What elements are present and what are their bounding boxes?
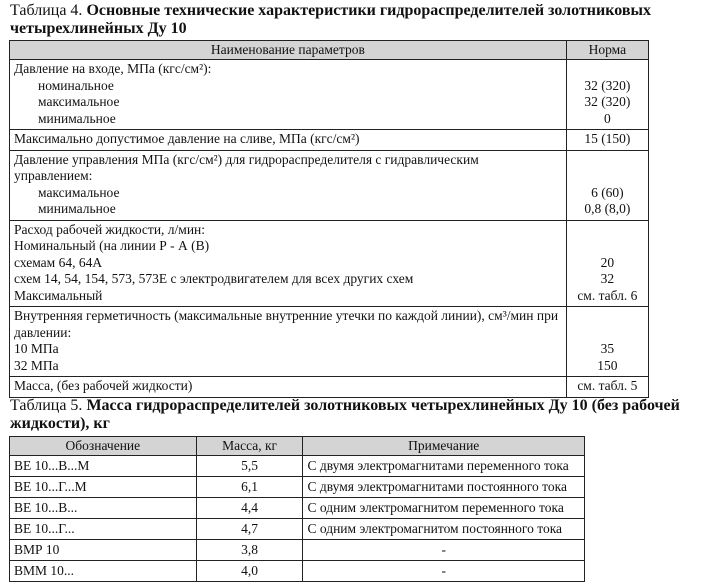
mass-cell: 3,8: [196, 540, 303, 561]
note-cell: С двумя электромагнитами переменного тока: [303, 456, 585, 477]
parameter-cell: [10, 377, 567, 398]
table-row: [10, 498, 585, 519]
norm-cell: [566, 130, 648, 151]
header-parameter-name: Наименование параметров: [10, 41, 567, 60]
norm-cell: [566, 307, 648, 377]
parameter-cell: [10, 307, 567, 377]
parameter-line: Масса, (без рабочей жидкости): [14, 378, 193, 393]
norm-value: см. табл. 5: [577, 378, 638, 393]
table-row: [10, 150, 649, 220]
norm-value: см. табл. 6: [577, 287, 638, 303]
designation-cell: ВЕ 10...Г...М: [10, 477, 197, 498]
table-header-row: [10, 41, 649, 60]
parameter-line: 32 МПа: [14, 357, 59, 373]
parameter-line: 10 МПа: [14, 341, 59, 356]
mass-cell: 4,7: [196, 519, 303, 540]
norm-cell: [566, 150, 648, 220]
table-row: [10, 477, 585, 498]
table5-caption-title: Масса гидрораспределителей золотниковых четырехлинейных Ду 10 (без рабочей жидкости), кг: [10, 397, 680, 432]
designation-cell: ВЕ 10...Г...: [10, 519, 197, 540]
parameter-line: минимальное: [38, 201, 116, 216]
parameter-line: Давление на входе, МПа (кгс/см²):: [14, 61, 212, 76]
parameter-line: минимальное: [38, 110, 116, 126]
norm-value: 20: [600, 254, 615, 270]
mass-table: [9, 436, 585, 582]
parameter-line: Внутренняя герметичность (максимальные внутренние утечки по каждой линии), см³/мин при: [14, 308, 559, 323]
header-note: Примечание: [303, 437, 585, 456]
norm-value: 150: [597, 357, 618, 373]
table-row: [10, 561, 585, 582]
norm-cell: [566, 220, 648, 307]
note-cell: С двумя электромагнитами постоянного тока: [303, 477, 585, 498]
parameter-line: Давление управления МПа (кгс/см²) для гидрораспределителя с гидравлическим: [14, 151, 479, 167]
norm-value: 32 (320): [584, 94, 631, 109]
note-cell: -: [303, 561, 585, 582]
table4-caption-number: Таблица 4.: [10, 2, 83, 19]
header-norm: Норма: [566, 41, 648, 60]
norm-value: 15 (150): [584, 131, 631, 146]
designation-cell: ВММ 10...: [10, 561, 197, 582]
header-designation: Обозначение: [10, 437, 197, 456]
parameter-line: схем 14, 54, 154, 573, 573Е с электродвигателем для всех других схем: [14, 271, 414, 286]
table-row: [10, 220, 649, 307]
table-row: [10, 377, 649, 398]
parameter-line: управлением:: [14, 168, 93, 183]
designation-cell: ВЕ 10...В...М: [10, 456, 197, 477]
parameter-line: Максимально допустимое давление на сливе, МПа (кгс/см²): [14, 131, 360, 146]
designation-cell: ВЕ 10...В...: [10, 498, 197, 519]
header-mass: Масса, кг: [196, 437, 303, 456]
table-row: [10, 307, 649, 377]
norm-value: 0: [604, 110, 611, 126]
parameter-line: максимальное: [38, 184, 120, 200]
table5-caption: [10, 397, 710, 433]
parameter-line: номинальное: [38, 77, 114, 93]
norm-cell: [566, 377, 648, 398]
table4-caption-title: Основные технические характеристики гидрораспределителей золотниковых четырехлинейных Ду 10: [10, 2, 651, 37]
parameter-cell: [10, 150, 567, 220]
norm-value: 32: [600, 271, 615, 286]
parameter-cell: [10, 130, 567, 151]
note-cell: С одним электромагнитом переменного тока: [303, 498, 585, 519]
mass-cell: 6,1: [196, 477, 303, 498]
mass-cell: 5,5: [196, 456, 303, 477]
note-cell: -: [303, 540, 585, 561]
norm-value: 35: [600, 341, 615, 356]
note-cell: С одним электромагнитом постоянного тока: [303, 519, 585, 540]
technical-specs-table: [9, 40, 649, 398]
norm-value: 32 (320): [584, 77, 631, 93]
parameter-line: Расход рабочей жидкости, л/мин:: [14, 221, 206, 237]
norm-cell: [566, 60, 648, 130]
table-row: [10, 60, 649, 130]
table-row: [10, 519, 585, 540]
table5-caption-number: Таблица 5.: [10, 397, 83, 414]
parameter-line: Номинальный (на линии Р - А (В): [14, 238, 210, 253]
table-row: [10, 130, 649, 151]
mass-cell: 4,0: [196, 561, 303, 582]
designation-cell: ВМР 10: [10, 540, 197, 561]
table-row: [10, 540, 585, 561]
parameter-line: давлении:: [14, 324, 72, 340]
norm-value: 0,8 (8,0): [584, 201, 631, 216]
parameter-line: схемам 64, 64А: [14, 254, 103, 270]
parameter-cell: [10, 220, 567, 307]
table-header-row: [10, 437, 585, 456]
norm-value: 6 (60): [591, 184, 624, 200]
parameter-line: максимальное: [38, 94, 120, 109]
table-row: [10, 456, 585, 477]
parameter-cell: [10, 60, 567, 130]
parameter-line: Максимальный: [14, 287, 103, 303]
mass-cell: 4,4: [196, 498, 303, 519]
table4-caption: [10, 2, 710, 38]
